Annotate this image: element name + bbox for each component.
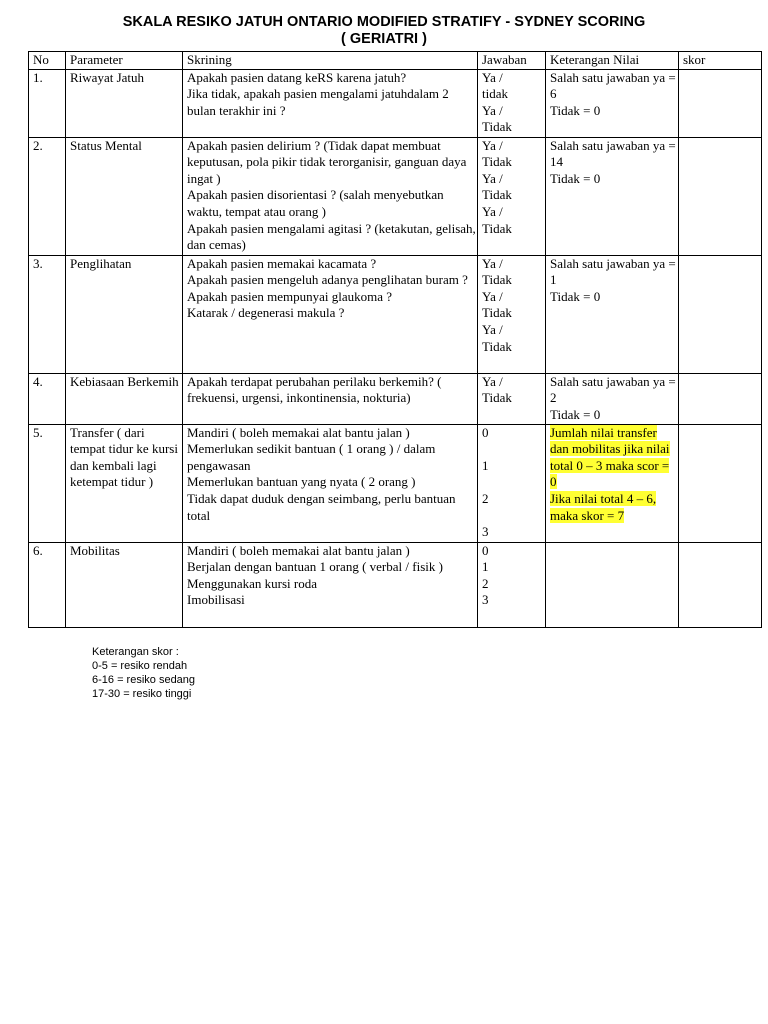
cell-skrining: Apakah pasien memakai kacamata ? Apakah pasien mengeluh adanya penglihatan buram ? Apakah pasien mempunyai glaukoma ? Katarak / degenerasi makula ? (183, 255, 478, 373)
table-row (29, 542, 762, 627)
cell-no: 1. (29, 69, 66, 137)
cell-no: 3. (29, 255, 66, 373)
table-row (29, 255, 762, 373)
legend-item: 6-16 = resiko sedang (92, 674, 196, 686)
fall-risk-table (28, 51, 762, 628)
cell-jawaban: 0 1 2 3 (478, 542, 546, 627)
score-legend (92, 645, 195, 701)
cell-skrining: Mandiri ( boleh memakai alat bantu jalan ) Memerlukan sedikit bantuan ( 1 orang ) / dalam pengawasan Memerlukan bantuan yang nyata ( 2 orang ) Tidak dapat duduk dengan seimbang, perlu bantuan total (183, 424, 478, 542)
table-row (29, 137, 762, 255)
cell-jawaban (478, 424, 546, 542)
cell-jawaban: Ya / Tidak Ya / Tidak Ya / Tidak (478, 137, 546, 255)
cell-parameter: Transfer ( dari tempat tidur ke kursi dan kembali lagi ketempat tidur ) (66, 424, 183, 542)
cell-jawaban: Ya / Tidak (478, 373, 546, 424)
cell-skor[interactable] (679, 424, 762, 542)
cell-keterangan: Salah satu jawaban ya = 1 Tidak = 0 (546, 255, 679, 373)
cell-parameter: Penglihatan (66, 255, 183, 373)
legend-heading: Keterangan skor : (92, 646, 179, 658)
header-no: No (29, 52, 66, 70)
cell-skor[interactable] (679, 373, 762, 424)
document-title (0, 14, 768, 48)
answer-value: 3 (482, 523, 489, 539)
cell-skrining: Mandiri ( boleh memakai alat bantu jalan ) Berjalan dengan bantuan 1 orang ( verbal / fisik ) Menggunakan kursi roda Imobilisasi (183, 542, 478, 627)
cell-jawaban: Ya / tidak Ya / Tidak (478, 69, 546, 137)
header-skrining: Skrining (183, 52, 478, 70)
header-keterangan: Keterangan Nilai (546, 52, 679, 70)
cell-no: 6. (29, 542, 66, 627)
cell-no: 4. (29, 373, 66, 424)
cell-parameter: Riwayat Jatuh (66, 69, 183, 137)
answer-value: 1 (482, 457, 489, 473)
cell-parameter: Kebiasaan Berkemih (66, 373, 183, 424)
cell-skrining: Apakah pasien delirium ? (Tidak dapat membuat keputusan, pola pikir tidak terorganisir, ganguan daya ingat ) Apakah pasien disorientasi ? (salah menyebutkan waktu, tempat atau orang ) Apakah pasien mengalami agitasi ? (ketakutan, gelisah, dan cemas) (183, 137, 478, 255)
answer-value: 2 (482, 490, 489, 506)
cell-keterangan: Salah satu jawaban ya = 6 Tidak = 0 (546, 69, 679, 137)
cell-skrining: Apakah terdapat perubahan perilaku berkemih? ( frekuensi, urgensi, inkontinensia, nokturia) (183, 373, 478, 424)
title-line-1: SKALA RESIKO JATUH ONTARIO MODIFIED STRATIFY - SYDNEY SCORING (122, 14, 646, 30)
title-line-2: ( GERIATRI ) (341, 31, 427, 47)
header-skor: skor (679, 52, 762, 70)
legend-item: 17-30 = resiko tinggi (92, 688, 192, 700)
cell-no: 2. (29, 137, 66, 255)
cell-skor[interactable] (679, 69, 762, 137)
cell-skor[interactable] (679, 255, 762, 373)
cell-keterangan (546, 424, 679, 542)
header-parameter: Parameter (66, 52, 183, 70)
legend-item: 0-5 = resiko rendah (92, 660, 188, 672)
cell-skrining: Apakah pasien datang keRS karena jatuh? Jika tidak, apakah pasien mengalami jatuhdalam 2 bulan terakhir ini ? (183, 69, 478, 137)
cell-skor[interactable] (679, 137, 762, 255)
cell-keterangan (546, 542, 679, 627)
cell-keterangan: Salah satu jawaban ya = 2 Tidak = 0 (546, 373, 679, 424)
cell-keterangan: Salah satu jawaban ya = 14 Tidak = 0 (546, 137, 679, 255)
table-row (29, 373, 762, 424)
header-jawaban: Jawaban (478, 52, 546, 70)
answer-value: 0 (482, 424, 489, 440)
cell-no: 5. (29, 424, 66, 542)
table-header-row (29, 52, 762, 70)
cell-parameter: Status Mental (66, 137, 183, 255)
table-row (29, 424, 762, 542)
highlighted-note: Jumlah nilai transfer dan mobilitas jika nilai total 0 – 3 maka scor = 0 Jika nilai total 4 – 6, maka skor = 7 (550, 424, 670, 523)
cell-skor[interactable] (679, 542, 762, 627)
cell-jawaban: Ya / Tidak Ya / Tidak Ya / Tidak (478, 255, 546, 373)
table-row (29, 69, 762, 137)
cell-parameter: Mobilitas (66, 542, 183, 627)
